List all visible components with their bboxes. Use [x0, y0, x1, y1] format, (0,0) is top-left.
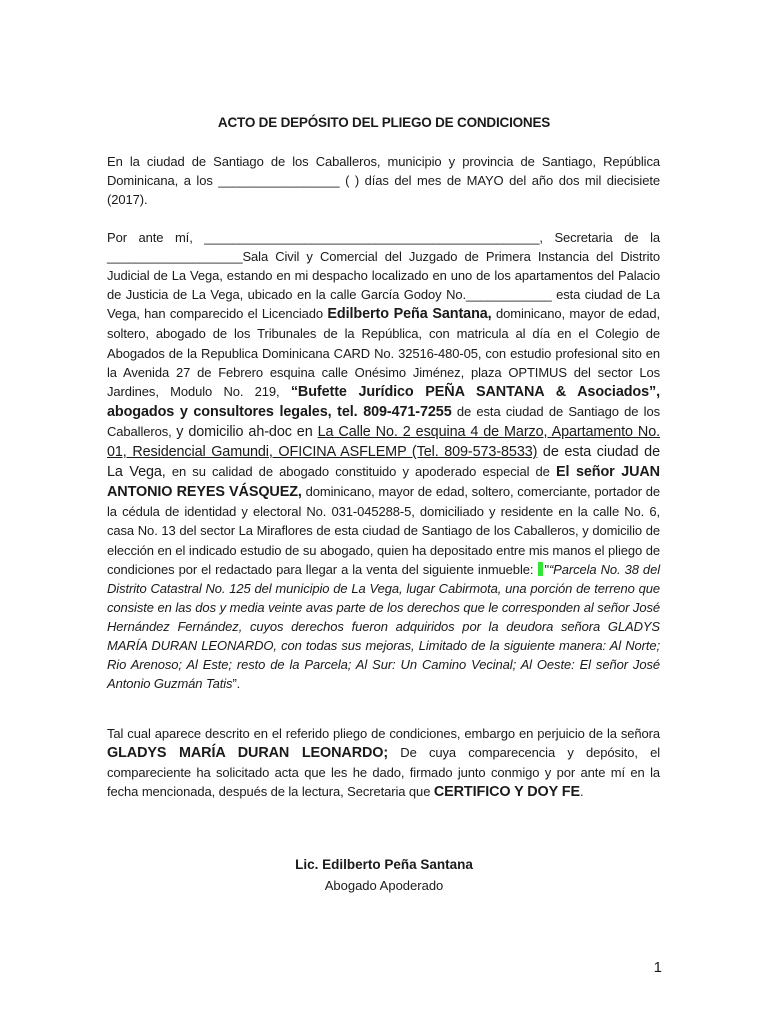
signature-name: Lic. Edilberto Peña Santana: [295, 857, 473, 872]
closing-text-1: Tal cual aparece descrito en el referido pliego de condiciones, embargo en perjuicio de la señora: [107, 726, 660, 741]
closing-text-2: De cuya comparecencia y depósito, el compareciente ha solicitado acta que les he dado, firmado junto conmigo y por ante mí en la fecha mencionada, después de la lectura, Secretaria que: [107, 745, 660, 800]
main-text-2: dominicano, mayor de edad, soltero, abogado de los Tribunales de la República, con matricula al día en el Colegio de Abogados de la Republica Dominicana CARD No. 32516-480-05, con estudio profesional sito en la Avenida 27 de Febrero esquina calle Onésimo Jiménez, plaza OPTIMUS del sector Los Jardines, Modulo No. 219,: [107, 306, 660, 399]
main-text-7: dominicano, mayor de edad, soltero, comerciante, portador de la cédula de identidad y electoral No. 031-045288-5, domiciliado y residente en la calle No. 6, casa No. 13 del sector La Miraflores de esta ciudad de Santiago de los Caballeros, y domicilio de elección en el indicado estudio de su abogado, quien ha depositado entre mis manos el pliego de condiciones por el redactado para llegar a la venta del siguiente inmueble:: [107, 484, 660, 577]
lawyer-name: Edilberto Peña Santana,: [327, 306, 492, 323]
paragraph-intro: En la ciudad de Santiago de los Caballeros, municipio y provincia de Santiago, República Dominicana, a los _________________ ( ) días del mes de MAYO del año dos mil diecisiete (2017).: [107, 154, 660, 208]
debtor-name: GLADYS MARÍA DURAN LEONARDO;: [107, 745, 389, 762]
signature-role: Abogado Apoderado: [324, 878, 444, 893]
main-text-1: Por ante mí, _______________________________________________, Secretaria de la ___________________Sala Civil y Comercial del Juzgado de Primera Instancia del Distrito Judicial de La Vega, estando en mi despacho localizado en uno de los apartamentos del Palacio de Justicia de La Vega, ubicado en la calle García Godoy No.____________ esta ciudad de La Vega, han comparecido el Licenciado: [107, 230, 660, 322]
quote-open: ": [544, 561, 549, 577]
document-title: ACTO DE DEPÓSITO DEL PLIEGO DE CONDICIONES: [217, 115, 551, 130]
certification-text: CERTIFICO Y DOY FE: [433, 784, 580, 801]
paragraph-closing: [107, 724, 660, 802]
closing-text-3: .: [579, 784, 584, 800]
law-firm-info: “Bufette Jurídico PEÑA SANTANA & Asociados”, abogados y consultores legales, tel. 809-471-7255: [107, 383, 660, 420]
main-text-5: de esta ciudad de La Vega,: [107, 444, 660, 481]
main-text-8: ”.: [232, 676, 241, 692]
property-description: “Parcela No. 38 del Distrito Catastral No. 125 del municipio de La Vega, lugar Cabirmota, una porción de terreno que consiste en las dos y media veinte avas parte de los derechos que le corresponden al señor José Hernández Fernández, cuyos derechos fueron adquiridos por la deudora señora GLADYS MARÍA DURAN LEONARDO, con todas sus mejoras, Limitado de la siguiente manera: Al Norte; Rio Arenoso; Al Este; resto de la Parcela; Al Sur: Un Camino Vecinal; Al Oeste: El señor José Antonio Guzmán Tatis: [107, 561, 660, 692]
main-text-6: en su calidad de abogado constituido y apoderado especial de: [165, 464, 556, 480]
highlight-marker: [538, 562, 543, 576]
paragraph-main: [107, 228, 660, 693]
ad-hoc-address: La Calle No. 2 esquina 4 de Marzo, Apartamento No. 01, Residencial Gamundi, OFICINA ASFLEMP (Tel. 809-573-8533): [107, 423, 660, 461]
main-text-3: de esta ciudad de Santiago de los Caballeros,: [107, 403, 660, 439]
main-text-4: y domicilio ah-doc en: [176, 423, 318, 440]
page-number: 1: [653, 959, 662, 976]
client-name: El señor JUAN ANTONIO REYES VÁSQUEZ,: [107, 464, 660, 501]
